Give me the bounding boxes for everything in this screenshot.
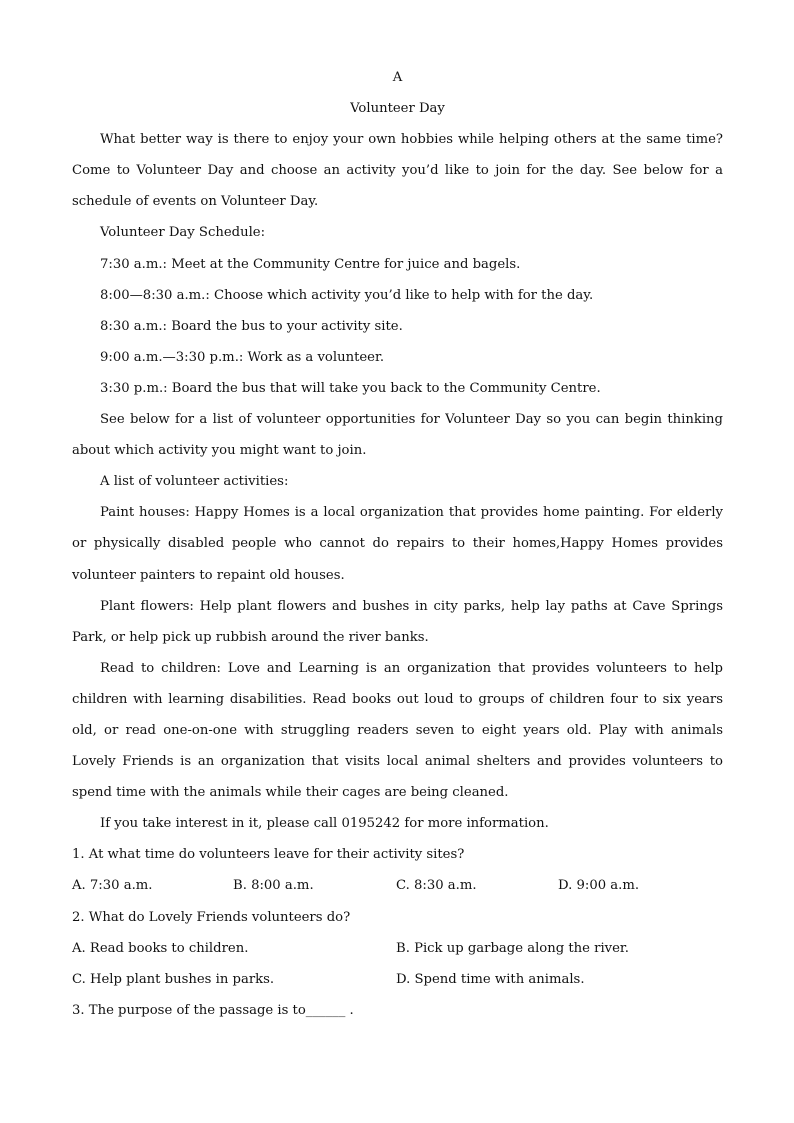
passage-title: Volunteer Day <box>350 101 445 117</box>
option-d: D. Spend time with animals. <box>396 971 585 987</box>
option-b: B. 8:00 a.m. <box>233 878 314 894</box>
schedule-item: 8:30 a.m.: Board the bus to your activity site. <box>100 318 403 334</box>
question-2-options-row-1 <box>72 933 723 964</box>
schedule-item: 9:00 a.m.—3:30 p.m.: Work as a volunteer. <box>100 349 385 365</box>
activities-heading: A list of volunteer activities: <box>100 474 289 490</box>
schedule-heading: Volunteer Day Schedule: <box>100 225 266 241</box>
opportunities-paragraph: See below for a list of volunteer opportunities for Volunteer Day so you can begin thinking about which activity you might want to join. <box>72 412 723 459</box>
question-1-options <box>72 870 723 901</box>
option-d: D. 9:00 a.m. <box>558 878 640 894</box>
passage-letter: A <box>392 70 403 85</box>
schedule-item: 8:00—8:30 a.m.: Choose which activity you’d like to help with for the day. <box>100 287 594 303</box>
option-a: A. 7:30 a.m. <box>72 878 153 894</box>
question-1: 1. At what time do volunteers leave for their activity sites? <box>72 847 465 863</box>
paint-houses-paragraph: Paint houses: Happy Homes is a local organization that provides home painting. For elderly or physically disabled people who cannot do repairs to their homes,Happy Homes provides volunteer painters to repaint old houses. <box>72 505 723 583</box>
schedule-item: 3:30 p.m.: Board the bus that will take you back to the Community Centre. <box>100 380 601 396</box>
contact-line: If you take interest in it, please call 0195242 for more information. <box>100 816 549 832</box>
option-c: C. 8:30 a.m. <box>396 878 477 894</box>
question-2: 2. What do Lovely Friends volunteers do? <box>72 909 351 925</box>
intro-paragraph: What better way is there to enjoy your own hobbies while helping others at the same time?Come to Volunteer Day and choose an activity you’d like to join for the day. See below for a schedule of events on Volunteer Day. <box>72 132 723 210</box>
read-children-paragraph: Read to children: Love and Learning is an organization that provides volunteers to help children with learning disabilities. Read books out loud to groups of children four to six years old, or read one-on-one with struggling readers seven to eight years old. Play with animals Lovely Friends is an organization that visits local animal shelters and provides volunteers to spend time with the animals while their cages are being cleaned. <box>72 660 723 801</box>
plant-flowers-paragraph: Plant flowers: Help plant flowers and bushes in city parks, help lay paths at Cave Springs Park, or help pick up rubbish around the river banks. <box>72 598 723 645</box>
option-c: C. Help plant bushes in parks. <box>72 971 275 987</box>
question-2-options-row-2 <box>72 964 723 995</box>
schedule-item: 7:30 a.m.: Meet at the Community Centre for juice and bagels. <box>100 256 521 272</box>
question-3: 3. The purpose of the passage is to______ . <box>72 1002 354 1018</box>
option-a: A. Read books to children. <box>72 940 249 956</box>
document-page <box>72 62 723 1026</box>
option-b: B. Pick up garbage along the river. <box>396 940 629 956</box>
